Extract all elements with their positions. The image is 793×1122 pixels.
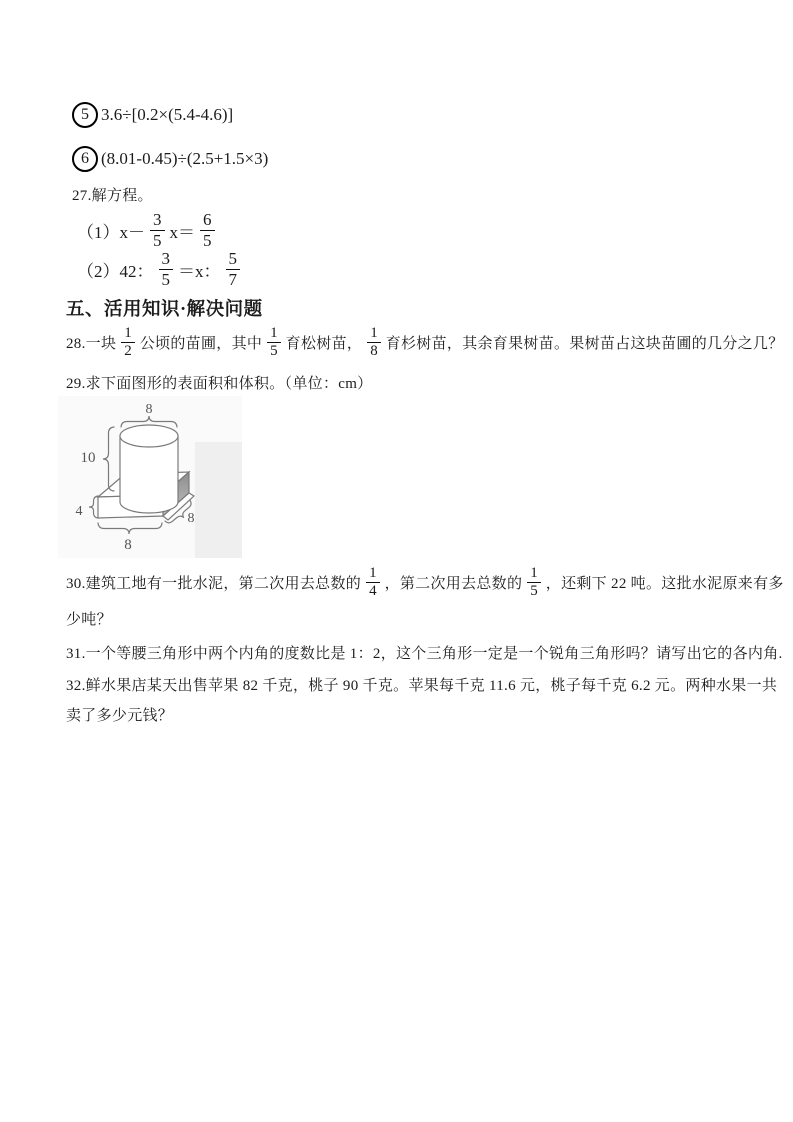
fraction	[150, 210, 165, 249]
figure-29-svg	[58, 396, 242, 558]
equation-text: x＝	[169, 222, 195, 242]
equation-text: （2）42：	[77, 261, 154, 281]
circled-6-badge: 6	[72, 146, 98, 172]
fraction-numerator: 1	[267, 325, 281, 343]
problem-text: 30.建筑工地有一批水泥，第二次用去总数的	[66, 575, 362, 592]
equation-2	[77, 250, 245, 288]
fraction-denominator: 7	[228, 269, 237, 289]
fraction-denominator: 5	[153, 230, 162, 250]
expression-text: 3.6÷[0.2×(5.4-4.6)]	[101, 105, 234, 124]
fraction	[267, 325, 281, 360]
scan-gray-band	[195, 442, 242, 558]
equation-1	[77, 211, 220, 249]
label-box-height: 4	[75, 504, 83, 519]
problem-text: 28.一块	[66, 335, 117, 352]
fraction-denominator: 8	[370, 342, 378, 359]
fraction	[527, 565, 541, 600]
fraction-denominator: 5	[161, 269, 170, 289]
problem-32-line2: 卖了多少元钱？	[66, 708, 174, 724]
fraction	[366, 565, 380, 600]
problem-30-line2: 少吨？	[66, 612, 112, 628]
circled-5-badge: 5	[72, 102, 98, 128]
section-5-heading: 五、活用知识·解决问题	[66, 300, 263, 320]
problem-expr-5	[72, 102, 233, 128]
problem-text: ，第二次用去总数的	[384, 575, 523, 592]
fraction	[121, 325, 135, 360]
problem-text: ，还剩下 22 吨。这批水泥原来有多	[545, 575, 784, 592]
problem-32-line1: 32.鲜水果店某天出售苹果 82 千克，桃子 90 千克。苹果每千克 11.6 元，桃子每千克 6.2 元。两种水果一共	[66, 678, 778, 694]
problem-29-title: 29.求下面图形的表面积和体积。（单位：cm）	[66, 376, 373, 392]
surface-area-figure	[58, 396, 242, 563]
fraction-denominator: 2	[124, 342, 132, 359]
problem-30-line1	[66, 563, 784, 601]
problem-text: 育杉树苗，其余育果树苗。果树苗占这块苗圃的几分之几？	[385, 335, 784, 352]
label-top-diameter: 8	[145, 402, 153, 417]
problem-28	[66, 323, 784, 361]
fraction-denominator: 5	[530, 582, 538, 599]
problem-27-title: 27.解方程。	[72, 188, 153, 204]
label-box-depth: 8	[187, 511, 195, 526]
label-box-width: 8	[124, 537, 132, 553]
fraction-denominator: 5	[270, 342, 278, 359]
problem-text: 公顷的苗圃，其中	[139, 335, 263, 352]
fraction-numerator: 6	[200, 210, 215, 230]
problem-expr-6	[72, 146, 268, 172]
cylinder-top-ellipse	[120, 425, 178, 447]
equation-text: （1）x－	[77, 222, 145, 242]
fraction-denominator: 5	[203, 230, 212, 250]
fraction-numerator: 3	[159, 249, 174, 269]
problem-31: 31.一个等腰三角形中两个内角的度数比是 1：2，这个三角形一定是一个锐角三角形吗？请写出它的各内角.	[66, 646, 783, 662]
problem-text: 育松树苗，	[285, 335, 363, 352]
fraction-numerator: 1	[527, 565, 541, 583]
fraction-numerator: 1	[367, 325, 381, 343]
fraction	[367, 325, 381, 360]
expression-text: (8.01-0.45)÷(2.5+1.5×3)	[101, 149, 269, 168]
fraction-denominator: 4	[369, 582, 377, 599]
fraction-numerator: 1	[121, 325, 135, 343]
label-cylinder-height: 10	[80, 450, 96, 466]
fraction-numerator: 1	[366, 565, 380, 583]
fraction	[159, 249, 174, 288]
fraction	[200, 210, 215, 249]
equation-text: ＝x：	[178, 261, 221, 281]
fraction-numerator: 5	[226, 249, 241, 269]
fraction	[226, 249, 241, 288]
fraction-numerator: 3	[150, 210, 165, 230]
